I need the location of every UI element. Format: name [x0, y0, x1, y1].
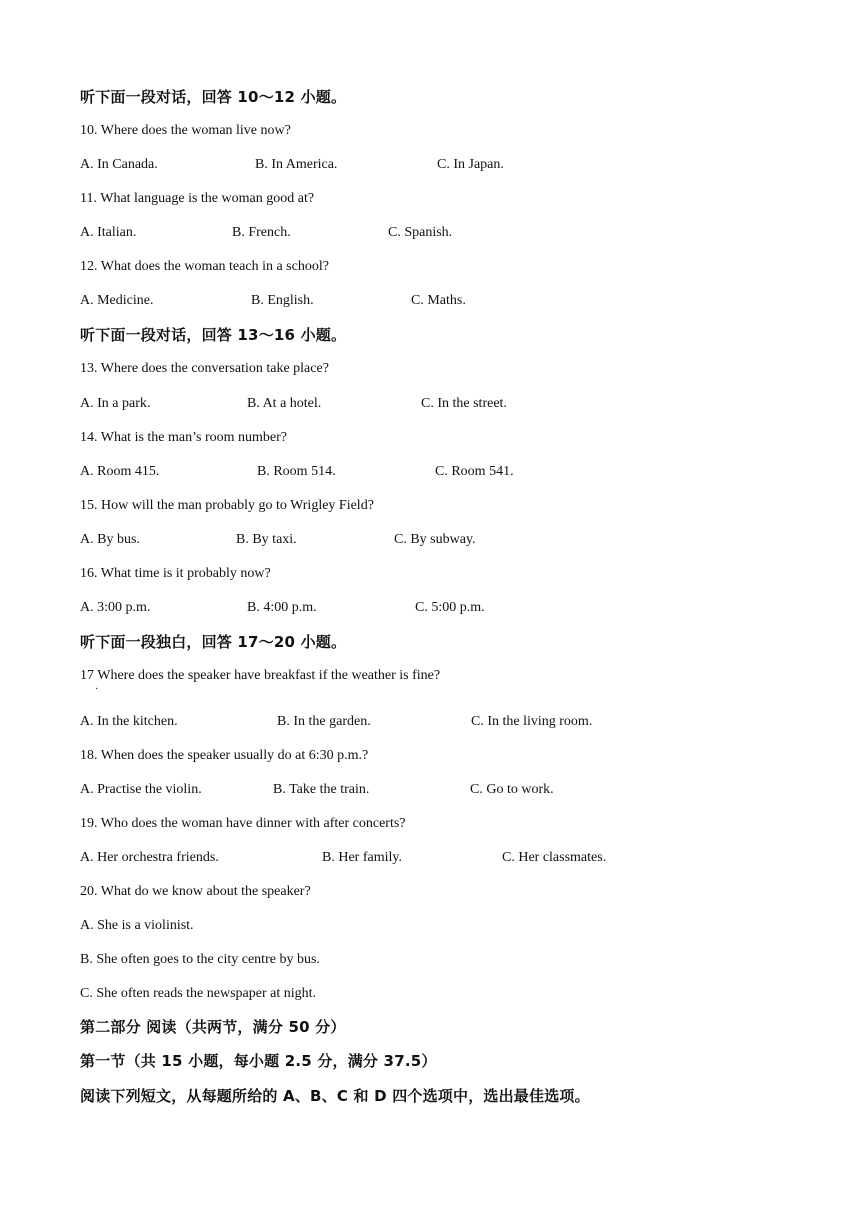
option-13-c: C. In the street.: [421, 396, 507, 411]
section-heading-10-12: 听下面一段对话，回答 10～12 小题。: [80, 88, 347, 106]
option-15-c: C. By subway.: [394, 532, 476, 547]
section-heading-13-16: 听下面一段对话，回答 13～16 小题。: [80, 326, 347, 344]
option-14-b: B. Room 514.: [257, 464, 336, 479]
option-16-c: C. 5:00 p.m.: [415, 600, 485, 615]
stray-mark: ·: [95, 684, 99, 695]
option-14-a: A. Room 415.: [80, 464, 160, 479]
option-19-c: C. Her classmates.: [502, 850, 607, 865]
part-two-heading: 第二部分 阅读（共两节，满分 50 分）: [80, 1018, 346, 1036]
question-10: 10. Where does the woman live now?: [80, 123, 291, 138]
reading-instruction: 阅读下列短文，从每题所给的 A、B、C 和 D 四个选项中，选出最佳选项。: [80, 1087, 590, 1105]
option-17-c: C. In the living room.: [471, 714, 593, 729]
option-12-c: C. Maths.: [411, 293, 466, 308]
option-11-b: B. French.: [232, 225, 291, 240]
option-17-a: A. In the kitchen.: [80, 714, 178, 729]
question-18: 18. When does the speaker usually do at 6:30 p.m.?: [80, 748, 369, 763]
option-16-b: B. 4:00 p.m.: [247, 600, 317, 615]
option-12-b: B. English.: [251, 293, 314, 308]
option-11-a: A. Italian.: [80, 225, 137, 240]
option-13-a: A. In a park.: [80, 396, 151, 411]
question-11: 11. What language is the woman good at?: [80, 191, 315, 206]
option-18-b: B. Take the train.: [273, 782, 370, 797]
option-16-a: A. 3:00 p.m.: [80, 600, 151, 615]
option-19-a: A. Her orchestra friends.: [80, 850, 219, 865]
option-15-a: A. By bus.: [80, 532, 140, 547]
option-11-c: C. Spanish.: [388, 225, 453, 240]
option-10-b: B. In America.: [255, 157, 338, 172]
option-17-b: B. In the garden.: [277, 714, 371, 729]
section-one-heading: 第一节（共 15 小题，每小题 2.5 分，满分 37.5）: [80, 1052, 437, 1070]
question-15: 15. How will the man probably go to Wrigley Field?: [80, 498, 374, 513]
option-15-b: B. By taxi.: [236, 532, 297, 547]
option-20-c: C. She often reads the newspaper at night.: [80, 986, 316, 1001]
option-14-c: C. Room 541.: [435, 464, 514, 479]
question-19: 19. Who does the woman have dinner with after concerts?: [80, 816, 406, 831]
section-heading-17-20: 听下面一段独白，回答 17～20 小题。: [80, 633, 347, 651]
option-10-c: C. In Japan.: [437, 157, 504, 172]
option-20-b: B. She often goes to the city centre by bus.: [80, 952, 320, 967]
question-17: 17 Where does the speaker have breakfast if the weather is fine?: [80, 668, 441, 683]
question-13: 13. Where does the conversation take place?: [80, 361, 329, 376]
option-10-a: A. In Canada.: [80, 157, 158, 172]
option-18-c: C. Go to work.: [470, 782, 554, 797]
option-12-a: A. Medicine.: [80, 293, 154, 308]
question-20: 20. What do we know about the speaker?: [80, 884, 311, 899]
option-13-b: B. At a hotel.: [247, 396, 322, 411]
option-18-a: A. Practise the violin.: [80, 782, 202, 797]
question-12: 12. What does the woman teach in a school?: [80, 259, 329, 274]
option-20-a: A. She is a violinist.: [80, 918, 194, 933]
question-16: 16. What time is it probably now?: [80, 566, 271, 581]
question-14: 14. What is the man’s room number?: [80, 430, 287, 445]
option-19-b: B. Her family.: [322, 850, 402, 865]
